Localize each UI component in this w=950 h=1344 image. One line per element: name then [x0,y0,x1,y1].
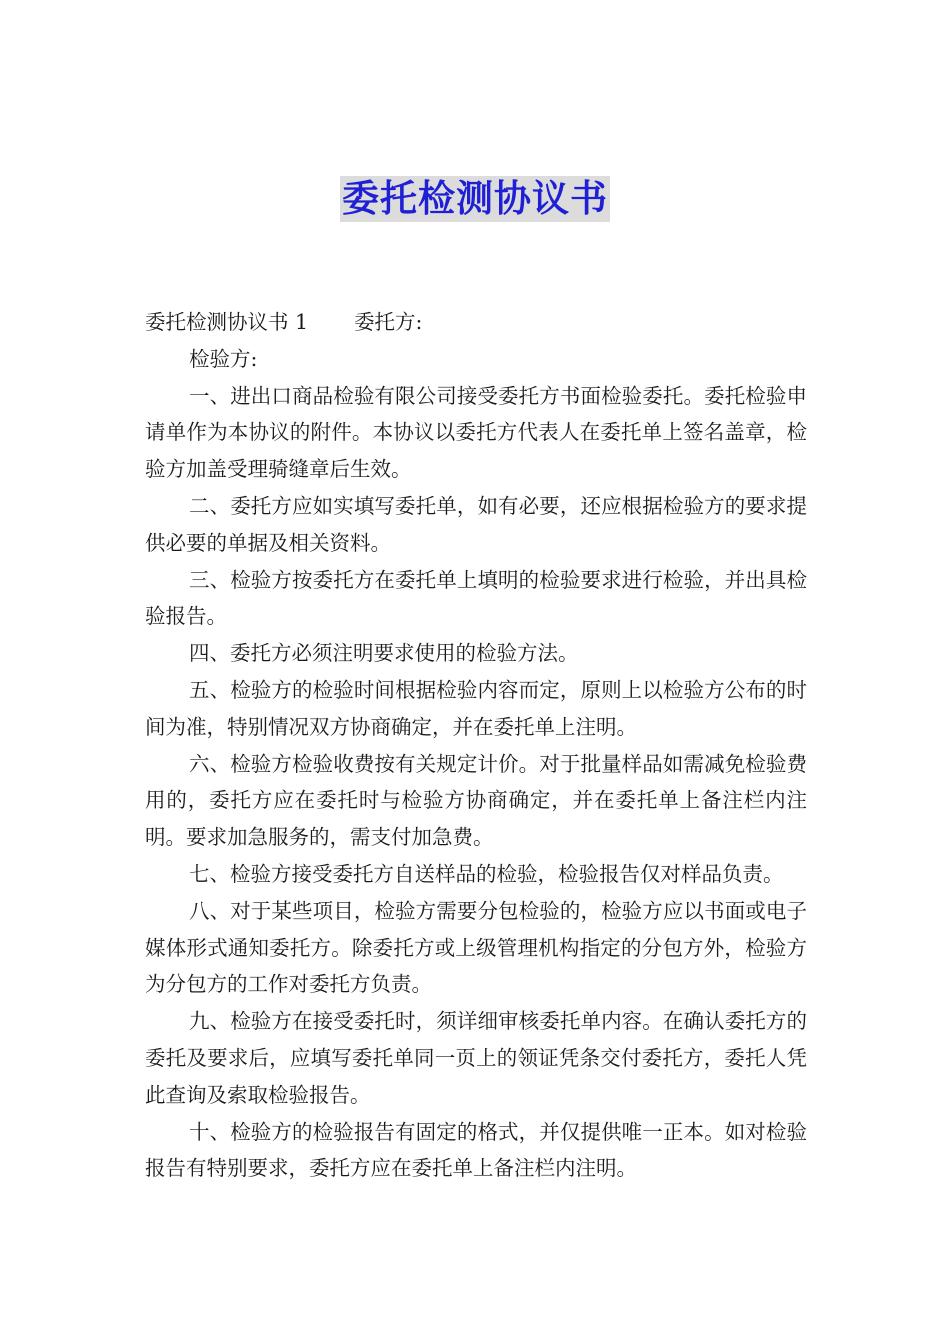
clause-8: 八、对于某些项目，检验方需要分包检验的，检验方应以书面或电子媒体形式通知委托方。除委托方或上级管理机构指定的分包方外，检验方为分包方的工作对委托方负责。 [145,898,807,997]
clause-7: 七、检验方接受委托方自送样品的检验，检验报告仅对样品负责。 [189,861,784,886]
clause-10: 十、检验方的检验报告有固定的格式，并仅提供唯一正本。如对检验报告有特别要求，委托方应在委托单上备注栏内注明。 [145,1119,807,1181]
clause-3: 三、检验方按委托方在委托单上填明的检验要求进行检验，并出具检验报告。 [145,567,807,629]
clause-6: 六、检验方检验收费按有关规定计价。对于批量样品如需减免检验费用的，委托方应在委托时与检验方协商确定，并在委托单上备注栏内注明。要求加急服务的，需支付加急费。 [145,751,807,850]
document-title: 委托检测协议书 [342,177,608,220]
clause-2: 二、委托方应如实填写委托单，如有必要，还应根据检验方的要求提供必要的单据及相关资料。 [145,493,807,555]
first-line [145,304,807,341]
title-container [0,176,950,222]
clause-9: 九、检验方在接受委托时，须详细审核委托单内容。在确认委托方的委托及要求后，应填写委托单同一页上的领证凭条交付委托方，委托人凭此查询及索取检验报告。 [145,1009,807,1107]
clause-4: 四、委托方必须注明要求使用的检验方法。 [189,641,579,666]
document-body [145,304,807,1187]
client-label: 委托方: [354,310,423,334]
agreement-heading: 委托检测协议书 1 [145,310,309,334]
clause-5: 五、检验方的检验时间根据检验内容而定，原则上以检验方公布的时间为准，特别情况双方协商确定，并在委托单上注明。 [145,677,807,739]
clause-1: 一、进出口商品检验有限公司接受委托方书面检验委托。委托检验申请单作为本协议的附件。本协议以委托方代表人在委托单上签名盖章，检验方加盖受理骑缝章后生效。 [145,383,807,482]
inspector-label: 检验方: [189,346,258,371]
